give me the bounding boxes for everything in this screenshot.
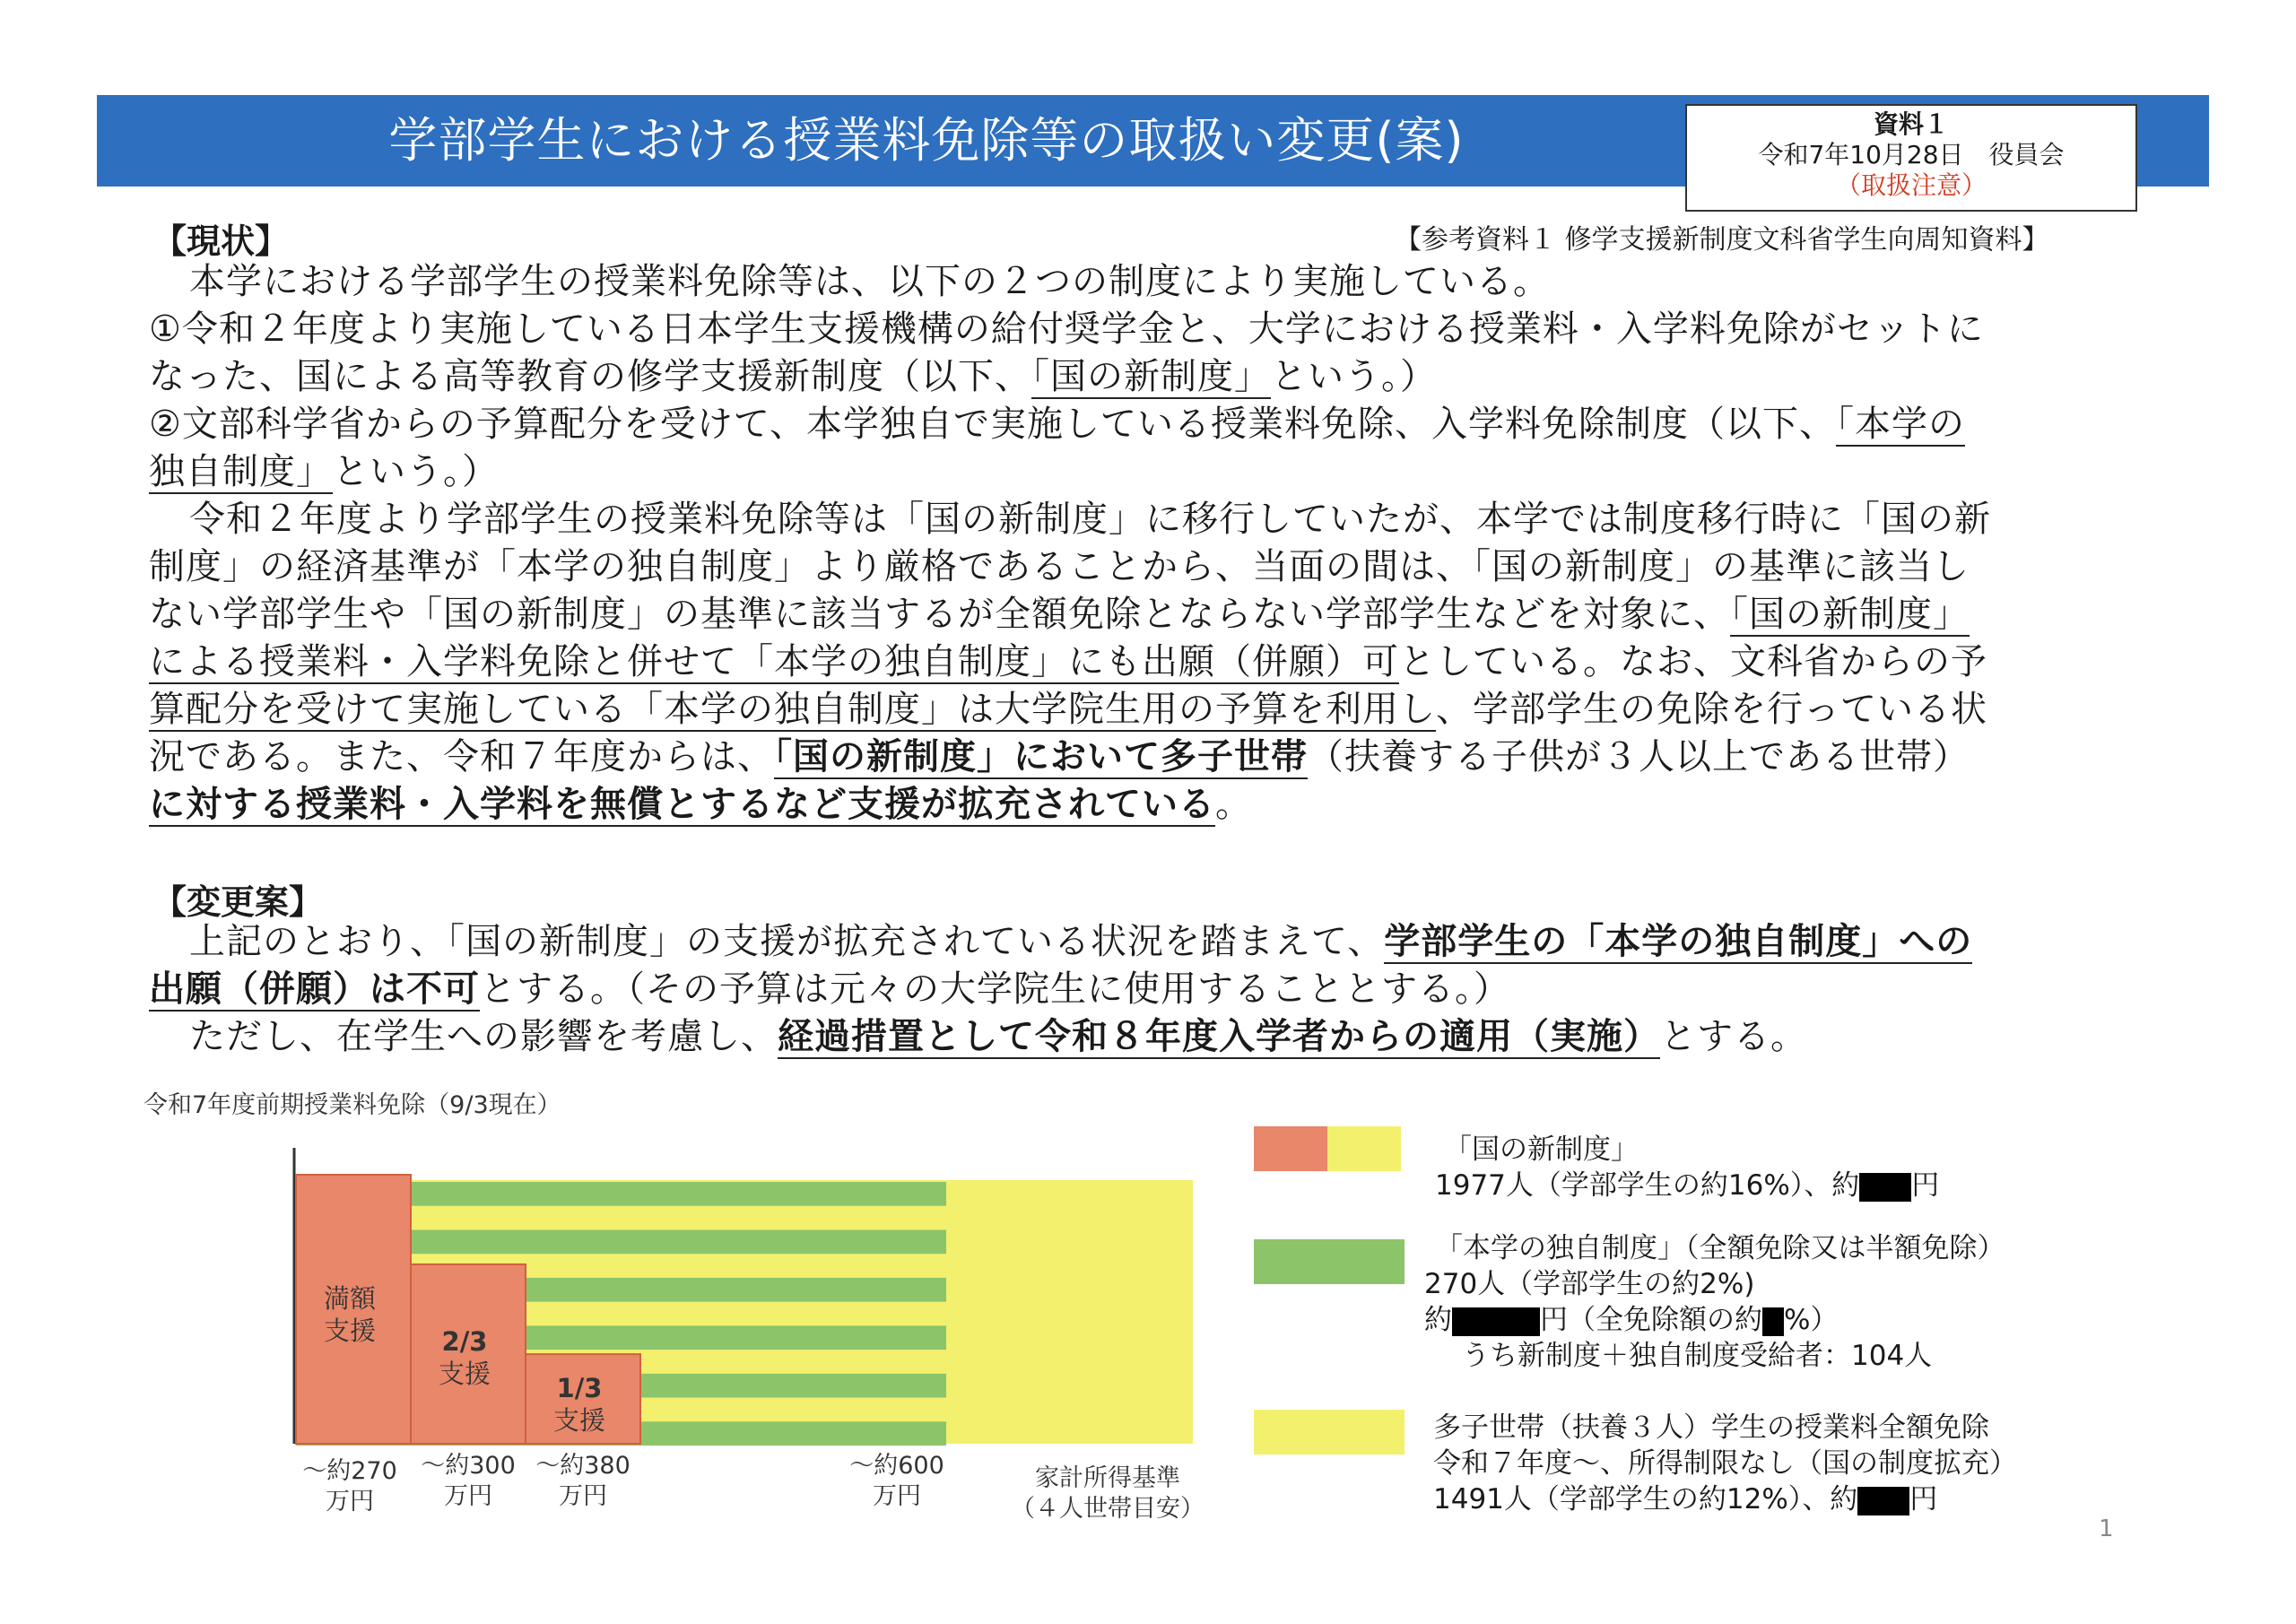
current-heading: 【現状】 bbox=[152, 221, 290, 261]
current-line: ①令和２年度より実施している日本学生支援機構の給付奨学金と、大学における授業料・入学料免除がセットに bbox=[149, 308, 1984, 350]
current-line: 算配分を受けて実施している「本学の独自制度」は大学院生用の予算を利用し、学部学生の免除を行っている状 bbox=[149, 689, 1987, 730]
x-axis-title: 家計所得基準 （４人世帯目安） bbox=[1011, 1464, 1205, 1523]
doc-meeting: 令和7年10月28日 役員会 bbox=[1758, 140, 2065, 169]
x-label-300: ～約300 万円 bbox=[421, 1452, 516, 1510]
redaction bbox=[1762, 1307, 1784, 1336]
current-line: なった、国による高等教育の修学支援新制度（以下、「国の新制度」という。） bbox=[149, 356, 1437, 397]
stair-label-full: 満額 支援 bbox=[323, 1283, 376, 1346]
current-line: ない学部学生や「国の新制度」の基準に該当するが全額免除とならない学部学生などを対象に、「国の新制度」 bbox=[149, 594, 1970, 635]
reference-note: 【参考資料１ 修学支援新制度文科省学生向周知資料】 bbox=[1395, 224, 2049, 256]
current-line: による授業料・入学料免除と併せて「本学の独自制度」にも出願（併願）可としている。なお、文科省からの予 bbox=[149, 641, 1987, 682]
current-line: ②文部科学省からの予算配分を受けて、本学独自で実施している授業料免除、入学料免除制度（以下、「本学の bbox=[149, 404, 1966, 445]
doc-label: 資料１ bbox=[1873, 109, 1949, 139]
change-body bbox=[149, 918, 2140, 1061]
x-label-600: ～約600 万円 bbox=[849, 1452, 944, 1510]
legend-swatch-national-a bbox=[1254, 1126, 1327, 1171]
legend-swatch-multi-child bbox=[1254, 1410, 1405, 1455]
doc-caution: （取扱注意） bbox=[1835, 170, 1987, 200]
support-chart bbox=[287, 1148, 1211, 1453]
change-line: 上記のとおり、「国の新制度」の支援が拡充されている状況を踏まえて、学部学生の「本学の独自制度」への bbox=[189, 921, 1973, 962]
x-label-380: ～約380 万円 bbox=[535, 1452, 631, 1510]
legend-swatch-national-b bbox=[1327, 1126, 1401, 1171]
current-line: 独自制度」という。） bbox=[149, 451, 499, 492]
current-line: に対する授業料・入学料を無償とするなど支援が拡充されている。 bbox=[149, 784, 1252, 825]
stair-label-one-third: 1/3 支援 bbox=[552, 1373, 605, 1436]
redaction bbox=[1859, 1173, 1911, 1202]
page-title: 学部学生における授業料免除等の取扱い変更(案) bbox=[388, 112, 1465, 169]
page-number: 1 bbox=[2099, 1515, 2114, 1542]
redaction bbox=[1452, 1307, 1540, 1336]
current-line: 制度」の経済基準が「本学の独自制度」より厳格であることから、当面の間は、「国の新制度」の基準に該当し bbox=[149, 546, 1970, 587]
legend-multi-child: 多子世帯（扶養３人）学生の授業料全額免除 令和７年度～、所得制限なし（国の制度拡充） 1491人（学部学生の約12%）、約 円 bbox=[1433, 1411, 2017, 1515]
redaction bbox=[1857, 1487, 1909, 1515]
legend-own: 「本学の独自制度」（全額免除又は半額免除） 270人（学部学生の約2%) 約 円（全免除額の約 %） うち新制度＋独自制度受給者：104人 bbox=[1424, 1232, 2005, 1372]
stair-label-two-thirds: 2/3 支援 bbox=[438, 1326, 491, 1389]
current-line: 本学における学部学生の授業料免除等は、以下の２つの制度により実施している。 bbox=[189, 261, 1550, 302]
current-body bbox=[149, 258, 2140, 829]
current-line: 況である。また、令和７年度からは、「国の新制度」において多子世帯（扶養する子供が３人以上である世帯） bbox=[149, 736, 1970, 777]
current-line: 令和２年度より学部学生の授業料免除等は「国の新制度」に移行していたが、本学では制度移行時に「国の新 bbox=[189, 499, 1991, 540]
legend-swatch-own bbox=[1254, 1239, 1405, 1284]
document-info-box bbox=[1685, 104, 2137, 212]
change-line: ただし、在学生への影響を考慮し、経過措置として令和８年度入学者からの適用（実施）とする。 bbox=[189, 1016, 1807, 1057]
legend-national: 「国の新制度」 1977人（学部学生の約16%）、約 円 bbox=[1435, 1133, 1940, 1202]
x-label-270: ～約270 万円 bbox=[302, 1457, 397, 1515]
change-line: 出願（併願）は不可とする。（その予算は元々の大学院生に使用することとする。） bbox=[149, 968, 1510, 1010]
change-heading: 【変更案】 bbox=[152, 882, 324, 922]
chart-title: 令和7年度前期授業料免除（9/3現在） bbox=[144, 1091, 561, 1119]
